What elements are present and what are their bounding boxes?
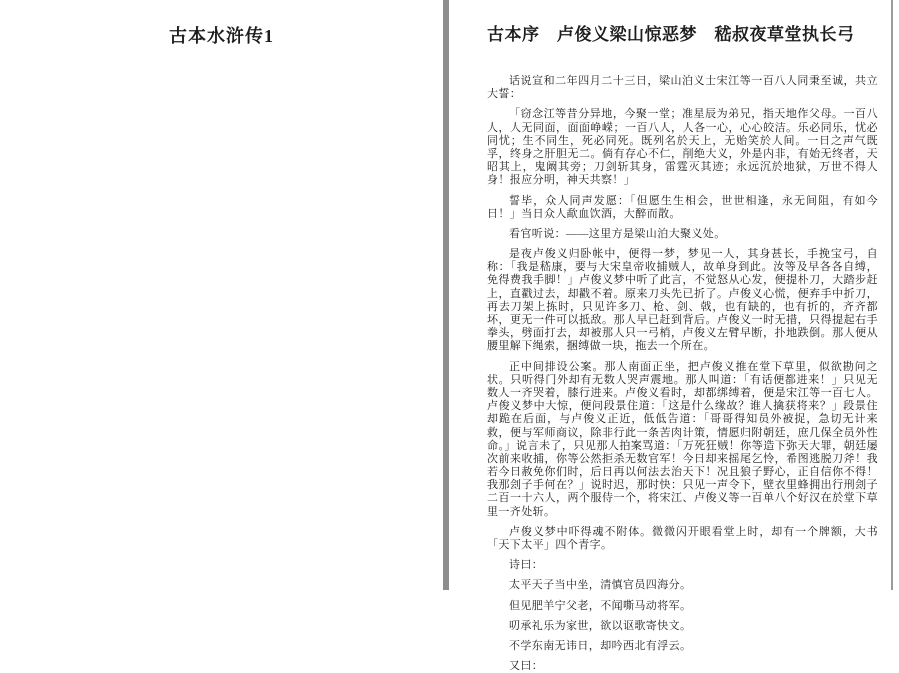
page-left: [0, 0, 443, 590]
body-paragraph: 看官听说：——这里方是梁山泊大聚义处。: [509, 227, 726, 240]
chapter-header: 古本序 卢俊义梁山惊恶梦 嵇叔夜草堂执长弓: [487, 25, 855, 44]
poem-intro: 诗曰：: [509, 559, 544, 572]
chapter-body: [487, 75, 878, 673]
poem-line: 但见肥羊宁父老，不闻嘶马动将军。: [509, 599, 692, 612]
book-title: 古本水浒传1: [169, 26, 274, 46]
body-paragraph: 誓毕，众人同声发愿：「但愿生生相会，世世相逢，永无间阻，有如今日！」当日众人歃血饮酒，大醉而散。: [487, 194, 878, 220]
poem-line: 不学东南无讳日，却吟西北有浮云。: [509, 639, 692, 652]
body-paragraph: 卢俊义梦中吓得魂不附体。微微闪开眼看堂上时，却有一个牌额，大书「天下太平」四个青字。: [487, 525, 878, 551]
page-right: [449, 0, 893, 673]
body-paragraph: 「窃念江等昔分异地，今聚一堂；准星辰为弟兄，指天地作父母。一百八人，人无同面，面面峥嵘；一百八人，人各一心，心心皎洁。乐必同乐，忧必同忧；生不同生，死必同死。既列名於天上，无贻笑於人间。一日之声气既孚，终身之肝胆无二。倘有存心不仁，削绝大义，外是内非，有始无终者，天昭其上，鬼阚其旁；刀剑斩其身，雷霆灭其迹；永远沉於地狱，万世不得人身！报应分明，神天共察！」: [487, 108, 878, 187]
poem-intro: 又曰：: [509, 660, 544, 673]
body-paragraph: 是夜卢俊义归卧帐中，便得一梦，梦见一人，其身甚长，手挽宝弓，自称：「我是嵇康，要与大宋皇帝收捕贼人，故单身到此。汝等及早各各自缚，免得费我手脚！」卢俊义梦中听了此言，不觉怒从心发，便提朴刀，大踏步赶上，直戳过去，却戳不着。原来刀头先已折了。卢俊义心慌，便弃手中折刀，再去刀架上拣时，只见许多刀、枪、剑、戟，也有缺的，也有折的，齐齐都坏，更无一件可以抵敌。那人早已赶到背后。卢俊义一时无措，只得提起右手拳头，劈面打去，却被那人只一弓梢，卢俊义左臂早断，扑地跌倒。那人便从腰里解下绳索，捆缚做一块，拖去一个所在。: [487, 248, 878, 353]
body-paragraph: 话说宣和二年四月二十三日，梁山泊义士宋江等一百八人同秉至诚，共立大誓：: [487, 75, 878, 101]
body-paragraph: 正中间排设公案。那人南面正坐，把卢俊义推在堂下草里，似欲勘问之状。只听得门外却有无数人哭声震地。那人叫道：「有话便都进来！」只见无数人一齐哭着，膝行进来。卢俊义看时，却都绑缚着，便是宋江等一百七人。卢俊义梦中大惊，便问段景住道：「这是什么缘故？谁人擒获将来？」段景住却跪在后面，与卢俊义正近，低低告道：「哥哥得知员外被捉，急切无计来救，便与军师商议，除非行此一条苦肉计策，情愿归附朝廷，庶几保全员外性命。」说言未了，只见那人拍案骂道：「万死狂贼！你等造下弥天大罪，朝廷屡次前来收捕，你等公然拒杀无数官军！今日却来摇尾乞怜，希图逃脱刀斧！我若今日赦免你们时，后日再以何法去治天下！况且狼子野心，正自信你不得！我那刽子手何在？」说时迟，那时快：只见一声令下，壁衣里蜂拥出行刑刽子二百一十六人，两个服侍一个，将宋江、卢俊义等一百单八个好汉在於堂下草里一齐处斩。: [487, 360, 878, 518]
poem-line: 叨承礼乐为家世，欲以讴歌寄快文。: [509, 619, 692, 632]
poem-line: 太平天子当中坐，清慎官员四海分。: [509, 579, 692, 592]
